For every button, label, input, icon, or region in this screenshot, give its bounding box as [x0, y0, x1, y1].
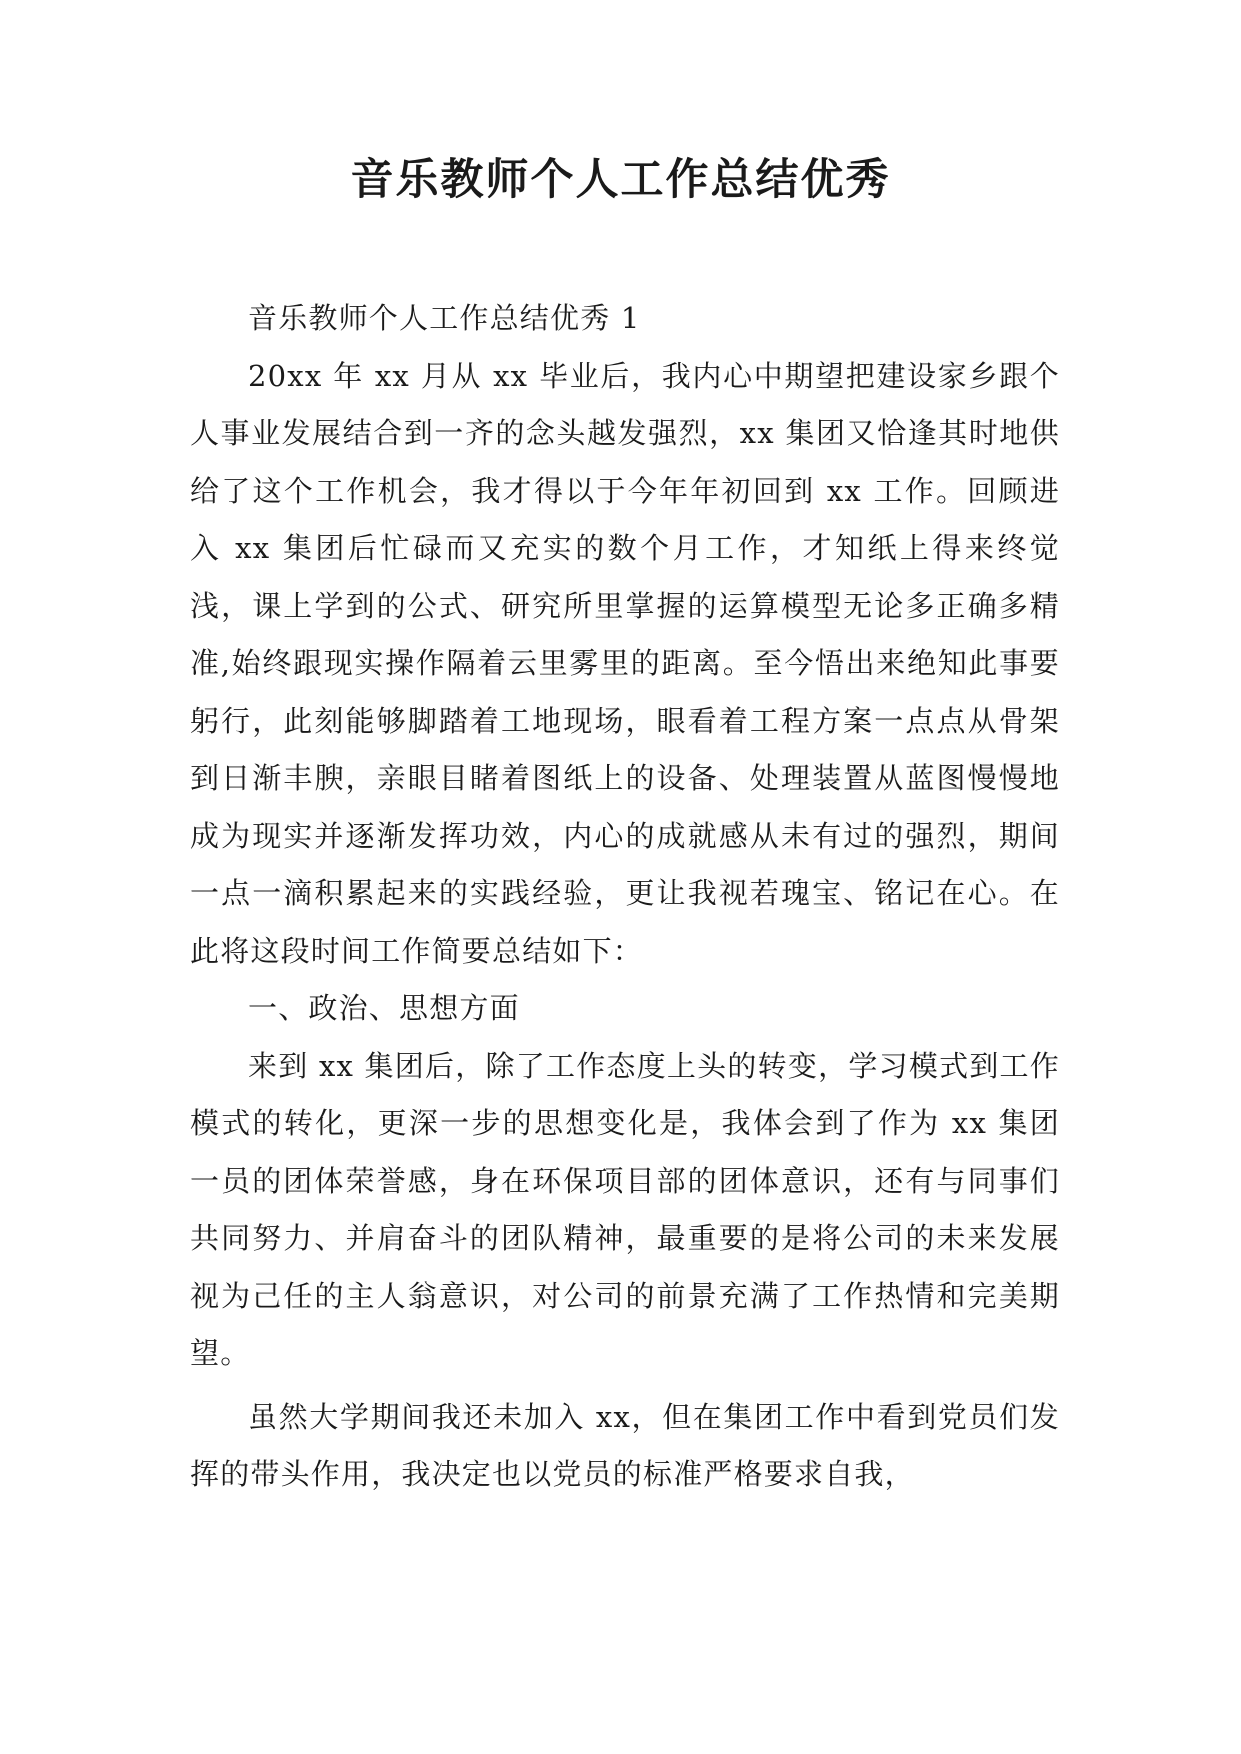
paragraph: 20xx 年 xx 月从 xx 毕业后，我内心中期望把建设家乡跟个人事业发展结合到一齐的念头越发强烈，xx 集团又恰逢其时地供给了这个工作机会，我才得以于今年年初回到 xx 工作。回顾进入 xx 集团后忙碌而又充实的数个月工作，才知纸上得来终觉浅，课上学到的公式、研究所里掌握的运算模型无论多正确多精准,始终跟现实操作隔着云里雾里的距离。至今悟出来绝知此事要躬行，此刻能够脚踏着工地现场，眼看着工程方案一点点从骨架到日渐丰腴，亲眼目睹着图纸上的设备、处理装置从蓝图慢慢地成为现实并逐渐发挥功效，内心的成就感从未有过的强烈，期间一点一滴积累起来的实践经验，更让我视若瑰宝、铭记在心。在此将这段时间工作简要总结如下：: [190, 358, 1060, 968]
document-body: [190, 290, 1060, 1504]
paragraph: 来到 xx 集团后，除了工作态度上头的转变，学习模式到工作模式的转化，更深一步的思想变化是，我体会到了作为 xx 集团一员的团体荣誉感，身在环保项目部的团体意识，还有与同事们共同努力、并肩奋斗的团队精神，最重要的是将公司的未来发展视为己任的主人翁意识，对公司的前景充满了工作热情和完美期望。: [190, 1048, 1060, 1370]
section-title: 音乐教师个人工作总结优秀 1: [248, 301, 641, 335]
section-subheading: 一、政治、思想方面: [248, 991, 520, 1025]
document-title: 音乐教师个人工作总结优秀: [350, 155, 891, 205]
paragraph: 虽然大学期间我还未加入 xx，但在集团工作中看到党员们发挥的带头作用，我决定也以党员的标准严格要求自我，: [190, 1399, 1060, 1491]
